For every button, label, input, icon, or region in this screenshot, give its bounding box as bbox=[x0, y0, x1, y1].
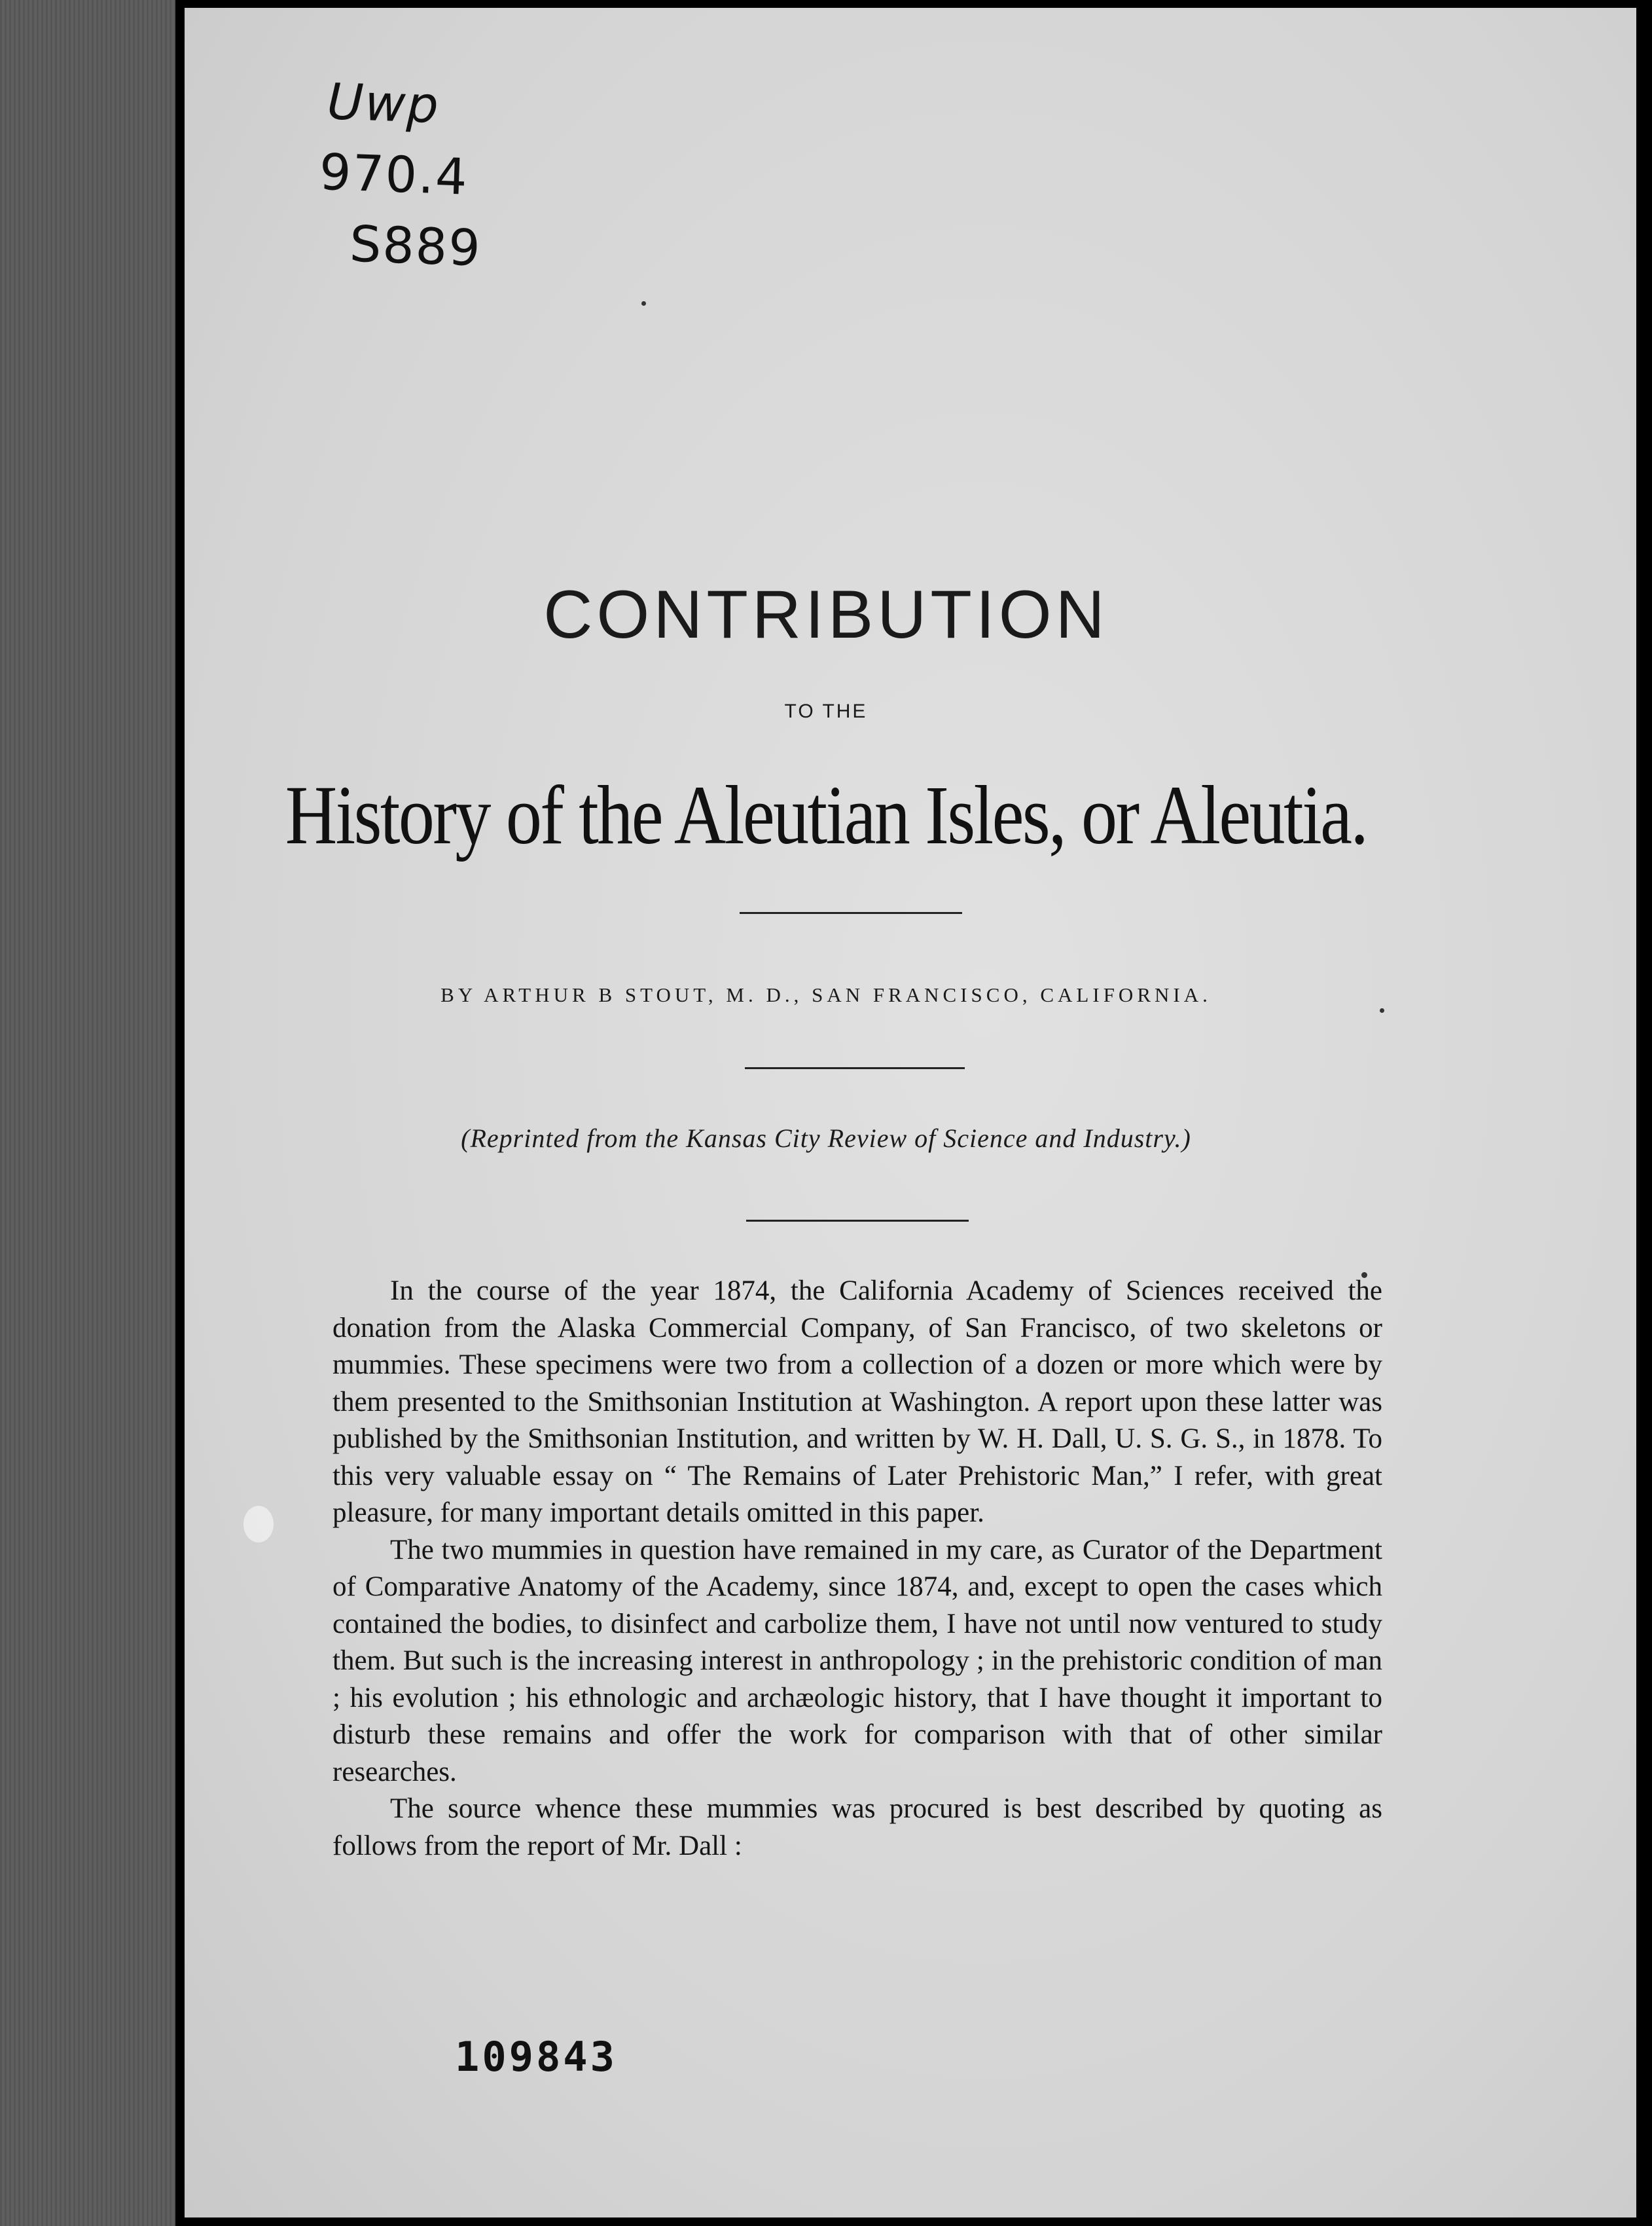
divider-rule bbox=[740, 912, 962, 914]
handwritten-call-number bbox=[309, 66, 487, 284]
scan-speck bbox=[1380, 1008, 1384, 1013]
divider-rule bbox=[746, 1220, 969, 1222]
paragraph: The two mummies in question have remained in my care, as Curator of the Department of Comparative Anatomy of the Academy, since 1874, and, except to open the cases which contained the bodies, to disinfect and carbolize them, I have not until now ventured to study them. But such is the increasing interest in anthropology ; in the prehistoric condition of man ; his evolution ; his ethnologic and archæologic history, that I have thought it important to disturb these remains and offer the work for comparison with that of other similar researches. bbox=[332, 1534, 1382, 1787]
scan-border bbox=[1636, 0, 1652, 2226]
paragraph: The source whence these mummies was procured is best described by quoting as follows from the report of Mr. Dall : bbox=[332, 1793, 1382, 1861]
title-main: CONTRIBUTION bbox=[543, 577, 1109, 653]
book-binding-edge bbox=[0, 0, 175, 2226]
title-connector: TO THE bbox=[784, 701, 868, 722]
document-page bbox=[185, 8, 1636, 2217]
paragraph: In the course of the year 1874, the California Academy of Sciences received the donation from the Alaska Commercial Company, of San Francisco, of two skeletons or mummies. These specimens were two from a collection of a dozen or more which were by them presented to the Smithsonian Institution at Washington. A report upon these latter was published by the Smithsonian Institution, and written by W. H. Dall, U. S. G. S., in 1878. To this very valuable essay on “ The Remains of Later Prehistoric Man,” I refer, with great pleasure, for many important details omitted in this paper. bbox=[332, 1275, 1382, 1528]
accession-number-stamp: 109843 bbox=[455, 2033, 617, 2081]
scan-speck bbox=[641, 301, 646, 306]
title-subject: History of the Aleutian Isles, or Aleutia. bbox=[285, 769, 1367, 862]
call-number-line-2: 970.4 bbox=[318, 142, 470, 206]
call-number-line-3: S889 bbox=[348, 214, 483, 278]
author-byline: BY ARTHUR B STOUT, M. D., SAN FRANCISCO, CALIFORNIA. bbox=[440, 983, 1212, 1006]
call-number-line-1: Uwp bbox=[326, 72, 441, 135]
reprint-note: (Reprinted from the Kansas City Review of Science and Industry.) bbox=[461, 1123, 1191, 1153]
body-text bbox=[332, 1273, 1382, 1865]
paper-blemish bbox=[243, 1506, 274, 1542]
divider-rule bbox=[745, 1067, 965, 1069]
